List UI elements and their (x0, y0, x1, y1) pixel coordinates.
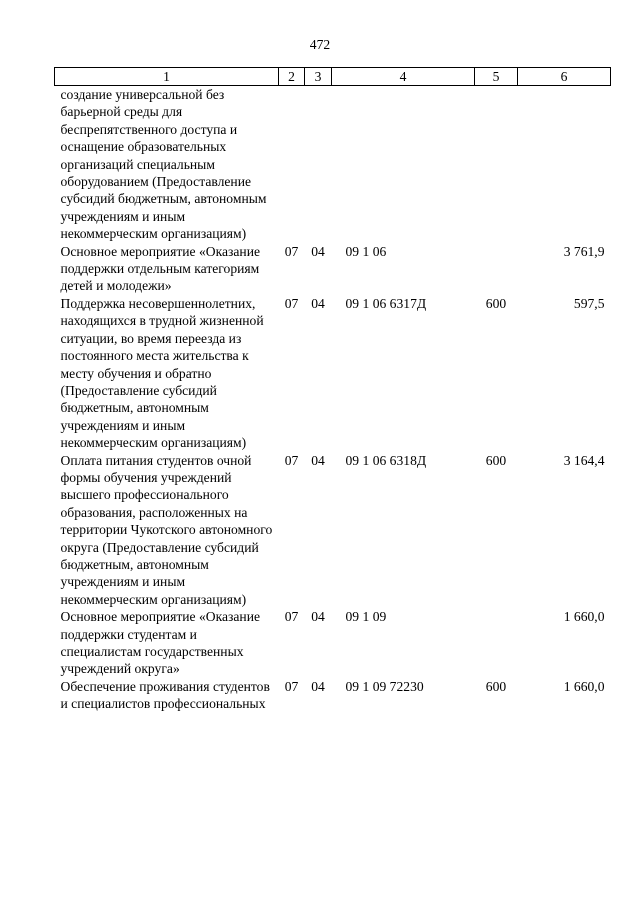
row-subsection: 04 (311, 295, 325, 311)
row-code (332, 86, 475, 243)
row-section: 07 (284, 609, 299, 625)
row-code: 09 1 06 (345, 243, 387, 259)
row-name: Основное мероприятие «Оказание поддержки студентам и специалистам государственных учреждений округа» (60, 609, 261, 677)
table-body (55, 86, 611, 713)
page-number: 472 (309, 37, 331, 52)
row-name: Поддержка несовершеннолетних, находящихся в трудной жизненной ситуации, во время переезда из постоянного места жительства к месту обучения и обратно (Предоставление субсидий бюджетным, автономным учреждениям и иным некоммерческим организациям) (60, 295, 264, 451)
row-vr (475, 86, 518, 243)
row-vr (475, 243, 518, 295)
budget-table (54, 67, 611, 713)
table-row (55, 243, 611, 295)
row-name: создание универсальной без барьерной среды для беспрепятственного доступа и оснащение образовательных организаций специальным оборудованием (Предоставление субсидий бюджетным, автономным учреждениям и иным некоммерческим организациям) (60, 87, 267, 242)
row-vr: 600 (485, 452, 507, 468)
header-col-3: 3 (305, 68, 332, 86)
row-name: Обеспечение проживания студентов и специалистов профессиональных (60, 678, 270, 712)
row-code: 09 1 09 72230 (345, 678, 424, 694)
row-code: 09 1 09 (345, 609, 387, 625)
row-vr: 600 (485, 295, 507, 311)
header-col-1: 1 (55, 68, 279, 86)
row-section: 07 (284, 678, 299, 694)
row-vr: 600 (485, 678, 507, 694)
header-col-2: 2 (279, 68, 305, 86)
table-header (55, 68, 611, 86)
header-col-6: 6 (518, 68, 611, 86)
row-amount: 3 164,4 (563, 452, 605, 468)
row-subsection: 04 (311, 678, 325, 694)
row-vr (475, 608, 518, 678)
row-section (279, 86, 305, 243)
row-subsection: 04 (311, 609, 325, 625)
table-row (55, 608, 611, 678)
table-row (55, 86, 611, 243)
row-amount: 1 660,0 (563, 609, 605, 625)
row-code: 09 1 06 6317Д (345, 295, 427, 311)
row-amount: 3 761,9 (563, 243, 605, 259)
table-row (55, 678, 611, 713)
row-code: 09 1 06 6318Д (345, 452, 427, 468)
row-section: 07 (284, 243, 299, 259)
row-amount: 597,5 (573, 295, 605, 311)
row-amount (518, 86, 611, 243)
table-row (55, 295, 611, 452)
header-row (55, 68, 611, 86)
row-amount: 1 660,0 (563, 678, 605, 694)
row-subsection: 04 (311, 452, 325, 468)
row-name: Основное мероприятие «Оказание поддержки отдельным категориям детей и молодежи» (60, 243, 261, 294)
row-section: 07 (284, 452, 299, 468)
header-col-4: 4 (332, 68, 475, 86)
row-subsection (305, 86, 332, 243)
header-col-5: 5 (475, 68, 518, 86)
row-subsection: 04 (311, 243, 325, 259)
table-row (55, 452, 611, 609)
row-name: Оплата питания студентов очной формы обучения учреждений высшего профессионального образования, расположенных на территории Чукотского автономного округа (Предоставление субсидий бюджетным, автономным учреждениям и иным некоммерческим организациям) (60, 452, 273, 607)
row-section: 07 (284, 295, 299, 311)
